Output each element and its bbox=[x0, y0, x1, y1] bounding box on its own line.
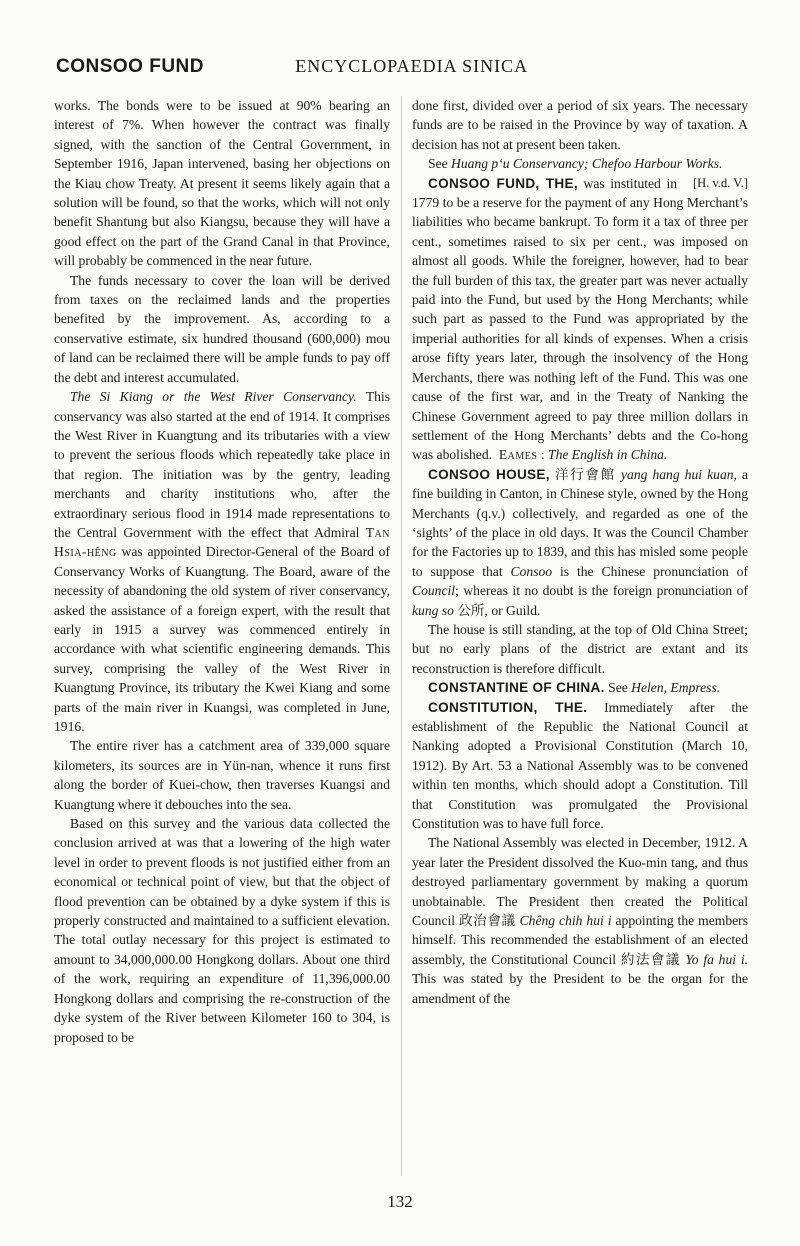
romanization: yang hang hui kuan, bbox=[620, 466, 737, 482]
romanization: Yo fa hui i. bbox=[685, 951, 748, 967]
cross-reference: Huang p‘u Conservancy; Chefoo Harbour Works. bbox=[451, 156, 723, 172]
entry-consoo-fund: CONSOO FUND, THE, was instituted in 1779 to be a reserve for the payment of any Hong Merchant’s liabilities who became bankrupt. To form it a tax of three per cent., sometimes raised to six per cent., was imposed on almost all goods. While the foreigner, however, had to bear the full burden of this tax, the greater part was never actually paid into the Fund, but used by the Hong Merchants; while such part as passed to the Fund was appropriated by the imperial authorities for all kinds of expenses. When a crisis arose fifty years later, through the insolvency of the Hong Merchants, there was nothing left of the Fund. This was one cause of the first war, and in the Treaty of Nanking the Chinese Government agreed to pay three million dollars in settlement of the Hong Merchants’ debts and the Co-hong was abolished. Eames : The English in China. bbox=[412, 175, 748, 463]
reference-author: Eames bbox=[498, 447, 538, 463]
cross-reference: Helen, Empress. bbox=[631, 680, 721, 696]
paragraph: The house is still standing, at the top of Old China Street; but no early plans of the district are extant and its reconstruction is therefore difficult. bbox=[412, 621, 748, 676]
entry-heading: CONSTANTINE OF CHINA. bbox=[428, 680, 605, 696]
header-entry-title: CONSOO FUND bbox=[56, 56, 204, 77]
column-divider bbox=[401, 96, 402, 1176]
reference-title: The English in China. bbox=[548, 447, 668, 463]
paragraph: The Si Kiang or the West River Conservancy. This conservancy was also started at the end of 1914. It comprises the West River in Kuangtung and its tributaries with a view to prevent the serious floods which repeatedly take place in that region. The initiation was by the gentry, leading merchants and charity institutions who, after the extraordinary serious flood in 1914 made representations to the Central Government with the effect that Admiral Tan Hsia-hêng was appointed Director-General of the Board of Conservancy Works of Kuangtung. The Board, aware of the necessity of abandoning the old system of river conservancy, asked the assistance of a foreign expert, with the result that early in 1915 a survey was commenced entirely in accordance with what scientific engineering demands. This survey, comprising the valley of the West River in Kuangtung Province, its tributary the Kwei Kiang and some parts of the main river in Kuangsi, was completed in June, 1916. bbox=[54, 389, 390, 734]
chinese-characters: 公所 bbox=[457, 602, 485, 618]
page-number: 132 bbox=[387, 1192, 413, 1211]
entry-heading: CONSOO FUND, THE, bbox=[428, 175, 578, 191]
romanization: Chêng chih hui i bbox=[519, 913, 612, 929]
entry-heading: CONSOO HOUSE, bbox=[428, 466, 550, 482]
paragraph: Based on this survey and the various data collected the conclusion arrived at was that a lowering of the high water level in order to prevent floods is not justified either from an economical or technical point of view, but that the object of flood prevention can be obtained by a dyke system if this is properly constructed and maintained to a sufficient elevation. The total outlay necessary for this project is estimated to amount to 34,000,000.00 Hongkong dollars. About one third of the work, requiring an expenditure of 11,396,000.00 Hongkong dollars and comprising the re-construction of the dyke system of the River between Kilometer 160 to 304, is proposed to be bbox=[54, 816, 390, 1045]
entry-constitution: CONSTITUTION, THE. Immediately after the establishment of the Republic the National Council at Nanking adopted a Provisional Constitution (March 10, 1912). By Art. 53 a National Assembly was to be convened within ten months, which should adopt a Constitution. Till that Constitution was promulgated the Provisional Constitution was to have full force. bbox=[412, 699, 748, 832]
paragraph: The National Assembly was elected in December, 1912. A year later the President dissolved the Kuo-min tang, and thus destroyed parliamentary government by making a quorum unobtainable. The President then created the Political Council 政治會議 Chêng chih hui i appointing the members himself. This recommended the establishment of an elected assembly, the Constitutional Council 約法會議 Yo fa hui i. This was stated by the President to be the organ for the amendment of the bbox=[412, 835, 748, 1006]
header-book-title: ENCYCLOPAEDIA SINICA bbox=[295, 56, 529, 76]
entry-constantine: CONSTANTINE OF CHINA. See Helen, Empress. bbox=[428, 680, 721, 696]
see-also: See Huang p‘u Conservancy; Chefoo Harbour Works. [H. v.d. V.] bbox=[412, 154, 748, 173]
paragraph: The entire river has a catchment area of 339,000 square kilometers, its sources are in Yün-nan, whence it runs first along the border of Kuei-chow, then traverses Kuangsi and Kuangtung where it debouches into the sea. bbox=[54, 738, 390, 812]
chinese-characters: 洋行會館 bbox=[554, 466, 616, 482]
author-credit: [H. v.d. V.] bbox=[693, 175, 748, 190]
chinese-characters: 政治會議 bbox=[459, 913, 516, 929]
entry-consoo-house: CONSOO HOUSE, 洋行會館 yang hang hui kuan, a fine building in Canton, in Chinese style, owned by the Hong Merchants (q.v.) collectively, and regarded as one of the ‘sights’ of the place in old days. It was the Council Chamber for the Factories up to 1839, and this has misled some people to suppose that Consoo is the Chinese pronunciation of Council; whereas it no doubt is the foreign pronunciation of kung so 公所, or Guild. bbox=[412, 466, 749, 618]
chinese-characters: 約法會議 bbox=[620, 951, 681, 967]
paragraph: The funds necessary to cover the loan will be derived from taxes on the reclaimed lands and the properties benefited by the improvement. As, according to a conservative estimate, six hundred thousand (600,000) mou of land can be reclaimed there will be ample funds to pay off the debt and interest accumulated. bbox=[54, 272, 390, 385]
right-column bbox=[412, 96, 748, 1008]
running-header bbox=[50, 56, 750, 80]
entry-heading: CONSTITUTION, THE. bbox=[428, 699, 588, 715]
paragraph: done first, divided over a period of six years. The necessary funds are to be raised in the Province by way of taxation. A decision has not at present been taken. bbox=[412, 98, 748, 152]
section-title: The Si Kiang or the West River Conservancy. bbox=[70, 389, 357, 405]
person-name: Tan Hsia-hêng bbox=[54, 524, 390, 560]
left-column bbox=[54, 96, 390, 1047]
paragraph: works. The bonds were to be issued at 90% bearing an interest of 7%. When however the contract was finally signed, with the sanction of the Central Government, in September 1916, Japan intervened, basing her objections on the Kiau chow Treaty. At present it seems likely again that a solution will be found, so that the works, which will not only benefit Shantung but also Kiangsu, because they will have a good effect on the part of the Grand Canal in that Province, will probably be commenced in the near future. bbox=[54, 98, 390, 269]
